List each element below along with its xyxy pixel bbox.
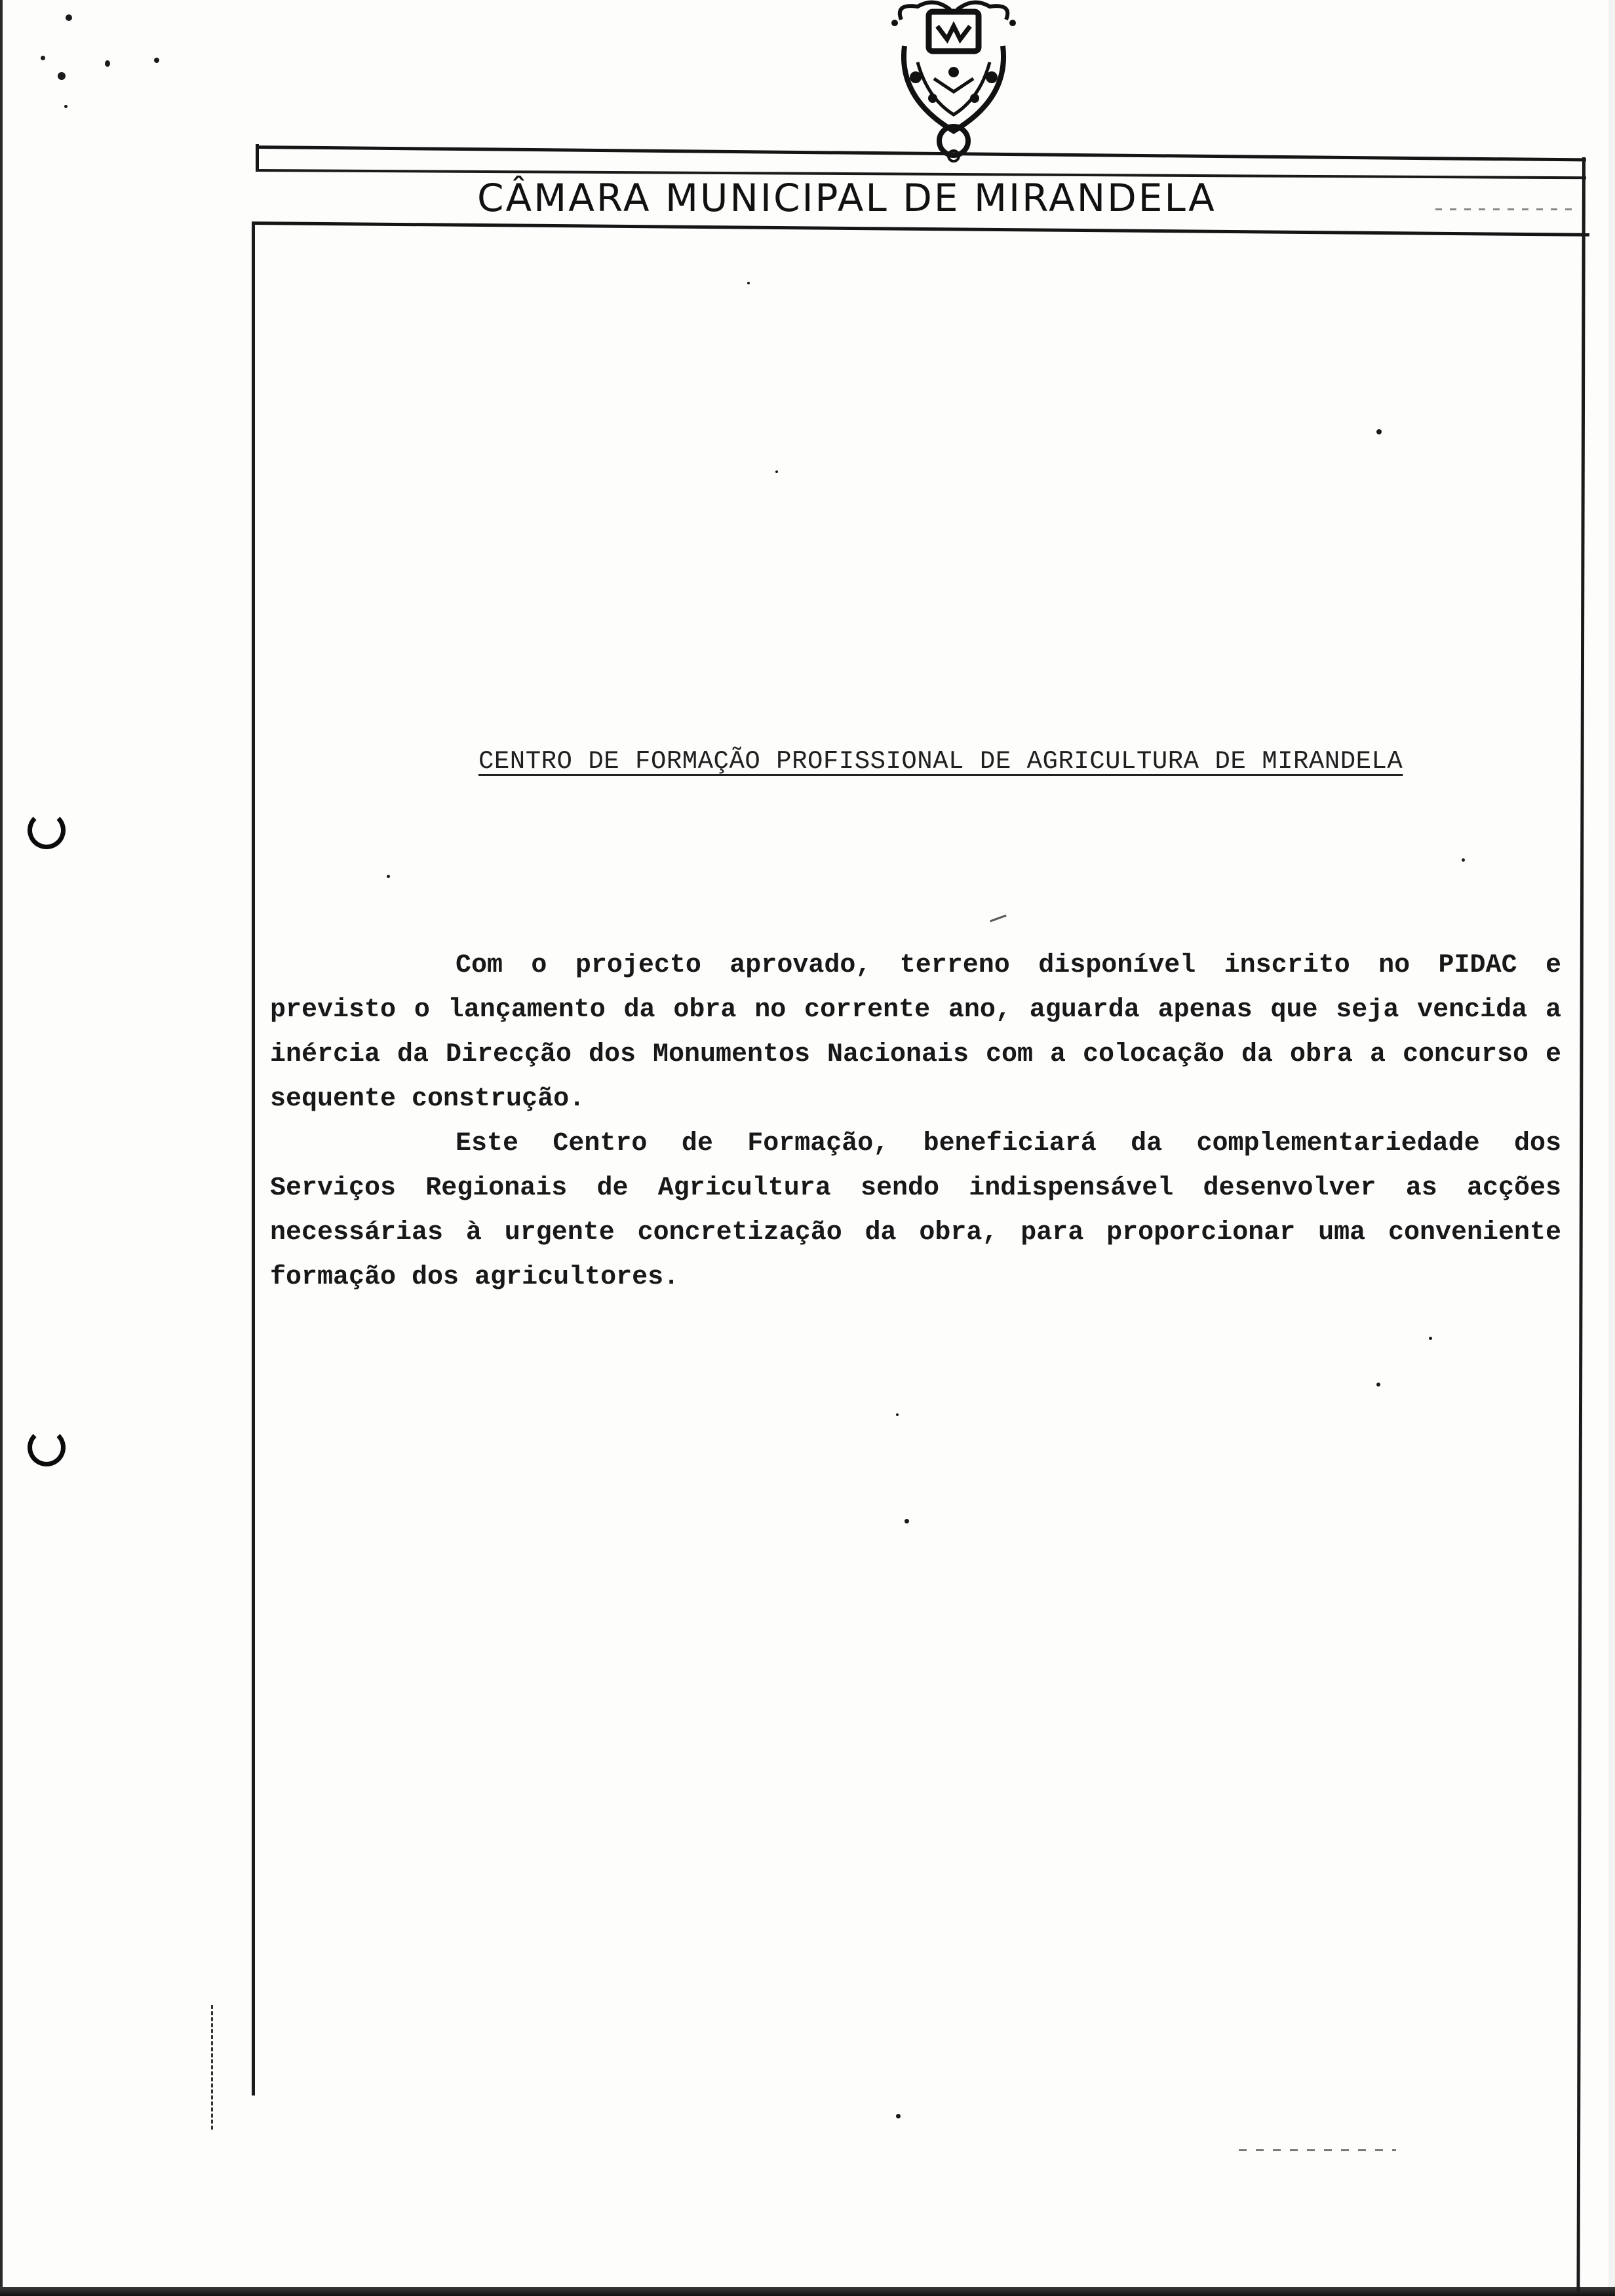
- scan-mark: [1239, 2149, 1396, 2151]
- frame-left-dashed-border: [211, 2005, 213, 2130]
- document-body: [270, 944, 1561, 1300]
- scan-speck: [1376, 1383, 1380, 1387]
- scan-speck: [58, 72, 66, 80]
- letterhead-title: CÂMARA MUNICIPAL DE MIRANDELA: [477, 176, 1216, 220]
- scan-speck: [1429, 1337, 1432, 1340]
- frame-left-border: [252, 221, 255, 2095]
- scan-mark: [1435, 208, 1580, 210]
- document-heading: CENTRO DE FORMAÇÃO PROFISSIONAL DE AGRICULTURA DE MIRANDELA: [478, 747, 1403, 776]
- scan-speck: [896, 2114, 901, 2118]
- scan-speck: [775, 470, 778, 473]
- frame-right-border: [1576, 157, 1586, 2293]
- scan-edge-right: [1608, 0, 1615, 2296]
- scan-speck: [747, 282, 750, 284]
- scan-speck: [1462, 858, 1465, 862]
- paragraph-text: Com o projecto aprovado, terreno disponível inscrito no PIDAC e previsto o lançamento da obra no corrente ano, aguarda apenas que seja vencida a inércia da Direcção dos Monumentos Nacionais com a colocação da obra a concurso e sequente construção.: [270, 951, 1561, 1114]
- binder-hole: [28, 1428, 66, 1466]
- paragraph: [270, 944, 1561, 1122]
- scan-edge-bottom: [0, 2287, 1615, 2296]
- scan-speck: [105, 60, 110, 67]
- scan-speck: [896, 1413, 899, 1416]
- scan-edge-left: [0, 0, 3, 2296]
- binder-hole: [28, 811, 66, 849]
- municipal-crest-icon: [855, 0, 1052, 164]
- scan-speck: [154, 58, 159, 63]
- scan-speck: [64, 105, 68, 108]
- scan-speck: [66, 14, 72, 21]
- scan-mark: [990, 915, 1006, 923]
- scan-speck: [387, 875, 390, 878]
- scan-speck: [905, 1519, 909, 1523]
- paragraph: [270, 1122, 1561, 1300]
- scan-speck: [1376, 429, 1382, 434]
- scan-speck: [41, 56, 45, 60]
- paragraph-text: Este Centro de Formação, beneficiará da complementariedade dos Serviços Regionais de Agricultura sendo indispensável desenvolver as acções necessárias à urgente concretização da obra, para proporcionar uma conveniente formação dos agricultores.: [270, 1129, 1561, 1292]
